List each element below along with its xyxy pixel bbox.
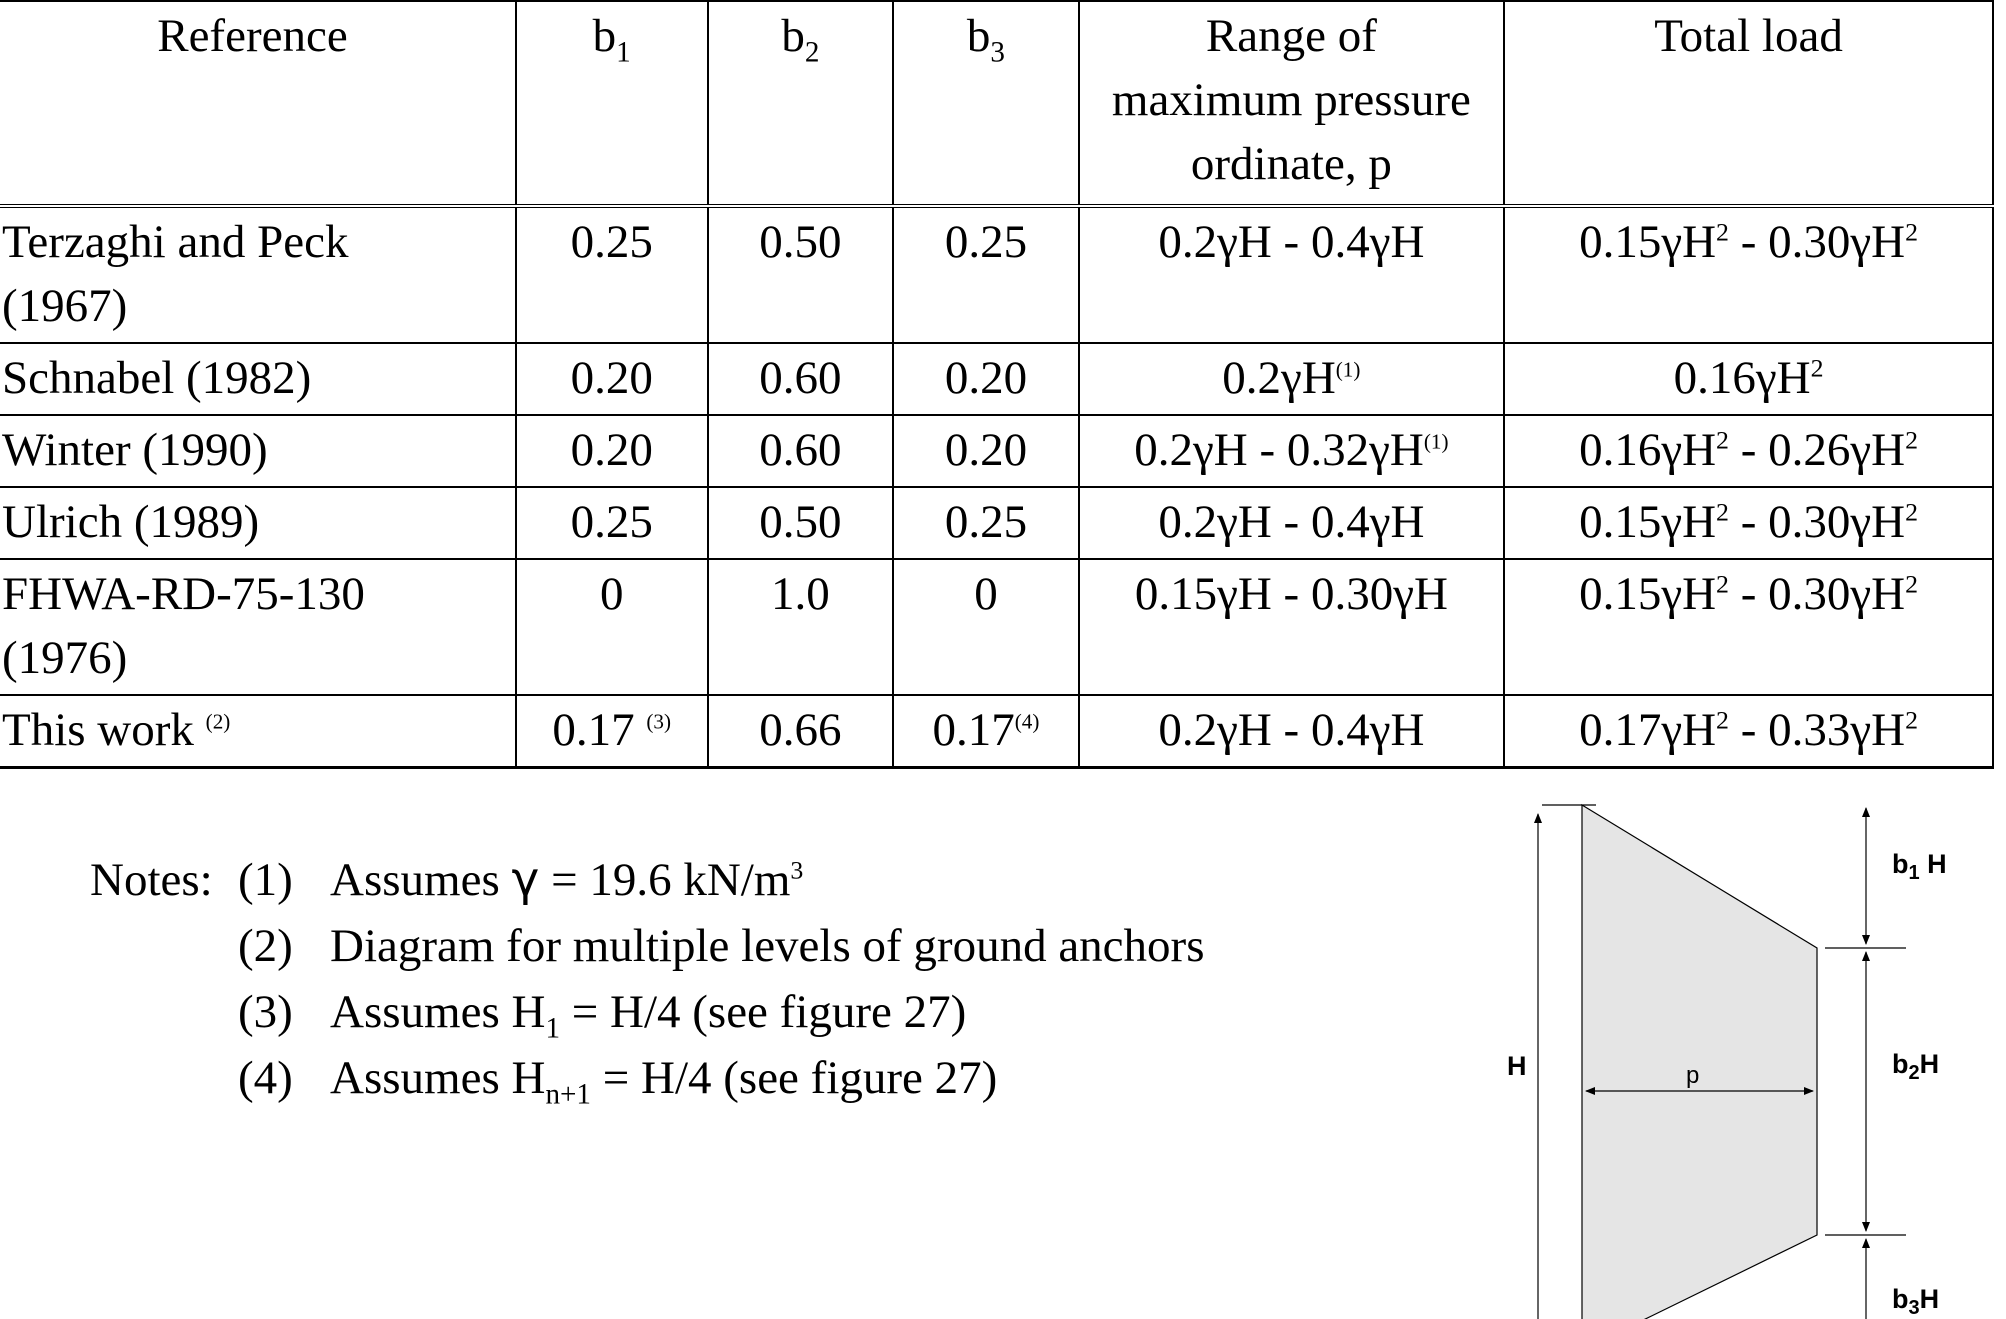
table-row: [0, 695, 1993, 768]
pressure-envelope-shape: [1582, 805, 1817, 1319]
table-row: [0, 415, 1993, 487]
cell-reference: Ulrich (1989): [0, 487, 516, 559]
b3h-label: $b_3H$: [1892, 1284, 1940, 1319]
cell-total-load: $0.16\gamma H^2$: [1504, 343, 1993, 415]
table-row: [0, 206, 1993, 343]
note-item: Notes: (1) Assumes γ = 19.6 $kN/m^3$: [90, 847, 1204, 913]
b1h-label: $b_1$ H: [1892, 849, 1947, 884]
header-reference: Reference: [0, 1, 516, 206]
cell-range: 0.2γH - 0.4γH: [1079, 695, 1504, 768]
note-item: (3) Assumes $H_1 = H/4$ (see figure 27): [238, 986, 967, 1045]
cell-b1: 0.25: [516, 487, 708, 559]
cell-b2: 0.50: [708, 487, 894, 559]
cell-b2: 0.66: [708, 695, 894, 768]
header-b3: $b_3$: [893, 1, 1078, 206]
cell-b2: 0.60: [708, 415, 894, 487]
table-row: [0, 343, 1993, 415]
p-label: p: [1686, 1062, 1700, 1089]
cell-range: 0.2γH - 0.4γH: [1079, 206, 1504, 343]
table-row: [0, 559, 1993, 695]
note-item: (4) Assumes $H_{n+1} = H/4$ (see figure 27): [238, 1052, 998, 1111]
cell-total-load: $0.15\gamma H^2 - 0.30\gamma H^2$: [1504, 487, 1993, 559]
pressure-envelope-diagram: [1490, 790, 1990, 1319]
h-label: H: [1507, 1051, 1527, 1081]
cell-b3: 0.20: [893, 343, 1078, 415]
note-item: (2) Diagram for multiple levels of ground anchors: [238, 920, 1205, 972]
header-range: Range of maximum pressure ordinate, p: [1079, 1, 1504, 206]
cell-reference: FHWA-RD-75-130 (1976): [0, 559, 516, 695]
header-b1: $b_1$: [516, 1, 708, 206]
cell-total-load: $0.16\gamma H^2 - 0.26\gamma H^2$: [1504, 415, 1993, 487]
cell-b3: 0: [893, 559, 1078, 695]
header-b2: $b_2$: [708, 1, 894, 206]
cell-total-load: $0.15\gamma H^2 - 0.30\gamma H^2$: [1504, 206, 1993, 343]
cell-range: 0.15γH - 0.30γH: [1079, 559, 1504, 695]
cell-b1: 0.20: [516, 415, 708, 487]
cell-b3: 0.25: [893, 487, 1078, 559]
cell-reference: Schnabel (1982): [0, 343, 516, 415]
cell-reference: This work $^{(2)}$: [0, 695, 516, 768]
notes-section: [90, 847, 1204, 1111]
cell-b3: 0.25: [893, 206, 1078, 343]
cell-b2: 0.60: [708, 343, 894, 415]
header-total-load: Total load: [1504, 1, 1993, 206]
cell-b2: 0.50: [708, 206, 894, 343]
b2h-label: $b_2H$: [1892, 1049, 1940, 1084]
cell-b1: 0: [516, 559, 708, 695]
table-header-row: [0, 1, 1993, 206]
cell-b2: 1.0: [708, 559, 894, 695]
cell-b1: 0.25: [516, 206, 708, 343]
cell-reference: Winter (1990): [0, 415, 516, 487]
table-row: [0, 487, 1993, 559]
notes-label: Notes:: [90, 854, 213, 906]
cell-range: $0.2\gamma H^{(1)}$: [1079, 343, 1504, 415]
cell-reference: Terzaghi and Peck (1967): [0, 206, 516, 343]
cell-b1: 0.17 $^{(3)}$: [516, 695, 708, 768]
cell-b1: 0.20: [516, 343, 708, 415]
cell-total-load: $0.17\gamma H^2 - 0.33\gamma H^2$: [1504, 695, 1993, 768]
cell-b3: 0.17$^{(4)}$: [893, 695, 1078, 768]
cell-b3: 0.20: [893, 415, 1078, 487]
cell-total-load: $0.15\gamma H^2 - 0.30\gamma H^2$: [1504, 559, 1993, 695]
cell-range: $0.2\gamma H - 0.32\gamma H^{(1)}$: [1079, 415, 1504, 487]
cell-range: 0.2γH - 0.4γH: [1079, 487, 1504, 559]
